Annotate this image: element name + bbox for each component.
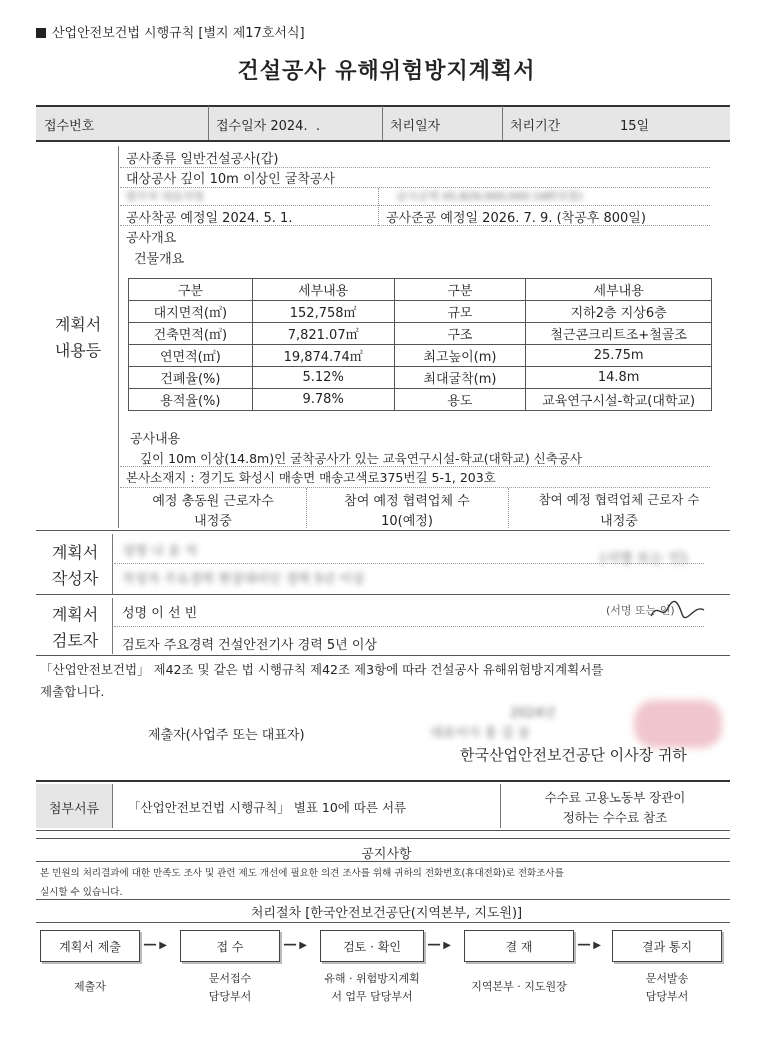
flow-step-review: 검토 · 확인 xyxy=(320,930,424,962)
notice-line1: 본 민원의 처리결과에 대한 만족도 조사 및 관련 제도 개선에 필요한 의견 조사를 위해 귀하의 전화번호(휴대전화)로 전화조사를 xyxy=(40,868,564,879)
overview-label: 공사개요 xyxy=(126,231,177,246)
statement-line1: 「산업안전보건법」 제42조 및 같은 법 시행규칙 제42조 제3항에 따라 건설공사 유해위험방지계획서를 xyxy=(40,662,604,677)
table-cell: 최대굴착(m) xyxy=(394,367,526,389)
receipt-no-label: 접수번호 xyxy=(44,119,95,134)
partner-workers-label: 참여 예정 협력업체 근로자 수 xyxy=(538,492,700,507)
table-row xyxy=(129,301,712,323)
process-period-value: 15일 xyxy=(620,119,650,134)
fee-line2: 정하는 수수료 참조 xyxy=(562,810,668,825)
table-cell: 규모 xyxy=(394,301,526,323)
arrow-right-icon: ━━ ▶ xyxy=(144,940,167,951)
flow-step-submit: 계획서 제출 xyxy=(40,930,140,962)
table-row xyxy=(129,323,712,345)
table-cell: 건축면적(㎡) xyxy=(129,323,253,345)
procedure-title: 처리절차 [한국안전보건공단(지역본부, 지도원)] xyxy=(250,906,523,921)
receipt-date-label: 접수일자 2024. . xyxy=(216,119,320,134)
target-work: 대상공사 깊이 10m 이상인 굴착공사 xyxy=(126,172,335,187)
table-header-cell: 구분 xyxy=(129,279,253,301)
flow-caption-submit: 제출자 xyxy=(74,980,106,993)
flow-step-approve: 결 재 xyxy=(464,930,574,962)
table-cell: 교육연구시설-학교(대학교) xyxy=(526,389,712,411)
partners-label: 참여 예정 협력업체 수 xyxy=(344,494,470,509)
notice-title: 공지사항 xyxy=(361,847,412,862)
page-title: 건설공사 유해위험방지계획서 xyxy=(237,59,536,84)
table-cell: 대지면적(㎡) xyxy=(129,301,253,323)
table-cell: 최고높이(m) xyxy=(394,345,526,367)
fee-line1: 수수료 고용노동부 장관이 xyxy=(544,790,686,805)
table-row xyxy=(129,389,712,411)
plan-section-label: 계획서 내용등 xyxy=(54,315,102,360)
work-content: 깊이 10m 이상(14.8m)인 굴착공사가 있는 교육연구시설-학교(대학교) 신축공사 xyxy=(140,451,582,466)
notice-line2: 실시할 수 있습니다. xyxy=(40,887,123,898)
table-cell: 25.75m xyxy=(526,345,712,367)
reviewer-career: 검토자 주요경력 건설안전기사 경력 5년 이상 xyxy=(122,638,377,653)
end-date: 공사준공 예정일 2026. 7. 9. (착공후 800일) xyxy=(386,211,646,226)
building-overview-table xyxy=(128,278,712,411)
hq-location: 본사소재지 : 경기도 화성시 매송면 매송고색로375번길 5-1, 203호 xyxy=(126,470,496,485)
reviewer-label: 계획서 검토자 xyxy=(51,605,99,650)
table-header-cell: 세부내용 xyxy=(252,279,394,301)
table-cell: 구조 xyxy=(394,323,526,345)
statement-line2: 제출합니다. xyxy=(40,684,105,699)
flow-step-notify: 결과 통지 xyxy=(612,930,722,962)
work-type: 공사종류 일반건설공사(갑) xyxy=(126,152,279,167)
writer-name-blurred: 성명 나 윤 석 xyxy=(122,544,198,559)
writer-sign-blurred: (서명 또는 인) xyxy=(600,551,688,567)
table-cell: 152,758㎡ xyxy=(252,301,394,323)
table-cell: 지하2층 지상6층 xyxy=(526,301,712,323)
submitter-name-blurred: 대표이사 홍 길 동 xyxy=(430,726,531,741)
arrow-right-icon: ━━ ▶ xyxy=(284,940,307,951)
table-cell: 연면적(㎡) xyxy=(129,345,253,367)
company-seal-icon xyxy=(634,700,722,748)
flow-caption-review: 유해 · 위험방지계획 서 업무 담당부서 xyxy=(324,972,420,1003)
work-content-label: 공사내용 xyxy=(130,432,181,447)
submitter-date-blurred: 2024년 xyxy=(510,706,556,721)
attachment-label: 첨부서류 xyxy=(48,802,100,817)
arrow-right-icon: ━━ ▶ xyxy=(428,940,451,951)
workers-label: 예정 총동원 근로자수 xyxy=(152,494,274,509)
table-cell: 용적율(%) xyxy=(129,389,253,411)
table-row xyxy=(129,345,712,367)
reviewer-sign: (서명 또는 인) xyxy=(606,604,675,617)
partner-workers-value: 내정중 xyxy=(600,514,638,529)
table-cell: 용도 xyxy=(394,389,526,411)
square-bullet-icon xyxy=(36,28,46,38)
blurred-orderer: 발주처 대표자명 xyxy=(126,190,204,203)
blurred-cost: 공사금액 45,829,000,000 (VAT포함) xyxy=(396,190,584,203)
flow-caption-notify: 문서발송 담당부서 xyxy=(645,972,689,1003)
start-date: 공사착공 예정일 2024. 5. 1. xyxy=(126,211,293,226)
building-overview-label: 건물개요 xyxy=(134,252,185,267)
table-header-cell: 세부내용 xyxy=(526,279,712,301)
recipient: 한국산업안전보건공단 이사장 귀하 xyxy=(460,746,687,764)
flow-caption-receive: 문서접수 담당부서 xyxy=(208,972,252,1003)
table-cell: 철근콘크리트조+철골조 xyxy=(526,323,712,345)
table-header-cell: 구분 xyxy=(394,279,526,301)
table-row xyxy=(129,367,712,389)
workers-value: 내정중 xyxy=(194,514,232,529)
process-date-label: 처리일자 xyxy=(390,119,441,134)
reviewer-name: 성명 이 선 빈 xyxy=(122,606,198,621)
attachment-content: 「산업안전보건법 시행규칙」 별표 10에 따른 서류 xyxy=(128,800,407,815)
writer-label: 계획서 작성자 xyxy=(51,543,99,588)
table-cell: 7,821.07㎡ xyxy=(252,323,394,345)
process-period-label: 처리기간 xyxy=(510,119,561,134)
table-cell: 건폐율(%) xyxy=(129,367,253,389)
table-cell: 9.78% xyxy=(252,389,394,411)
signature-mark-icon xyxy=(648,598,708,626)
table-header-row xyxy=(129,279,712,301)
table-cell: 14.8m xyxy=(526,367,712,389)
writer-career-blurred: 작성자 주요경력 현장대리인 경력 5년 이상 xyxy=(122,572,365,587)
partners-value: 10(예정) xyxy=(381,514,433,529)
table-cell: 5.12% xyxy=(252,367,394,389)
flow-step-receive: 접 수 xyxy=(180,930,280,962)
flow-caption-approve: 지역본부 · 지도원장 xyxy=(471,980,567,993)
form-code: 산업안전보건법 시행규칙 [별지 제17호서식] xyxy=(36,22,305,41)
arrow-right-icon: ━━ ▶ xyxy=(578,940,601,951)
table-cell: 19,874.74㎡ xyxy=(252,345,394,367)
submitter-label: 제출자(사업주 또는 대표자) xyxy=(148,728,305,743)
